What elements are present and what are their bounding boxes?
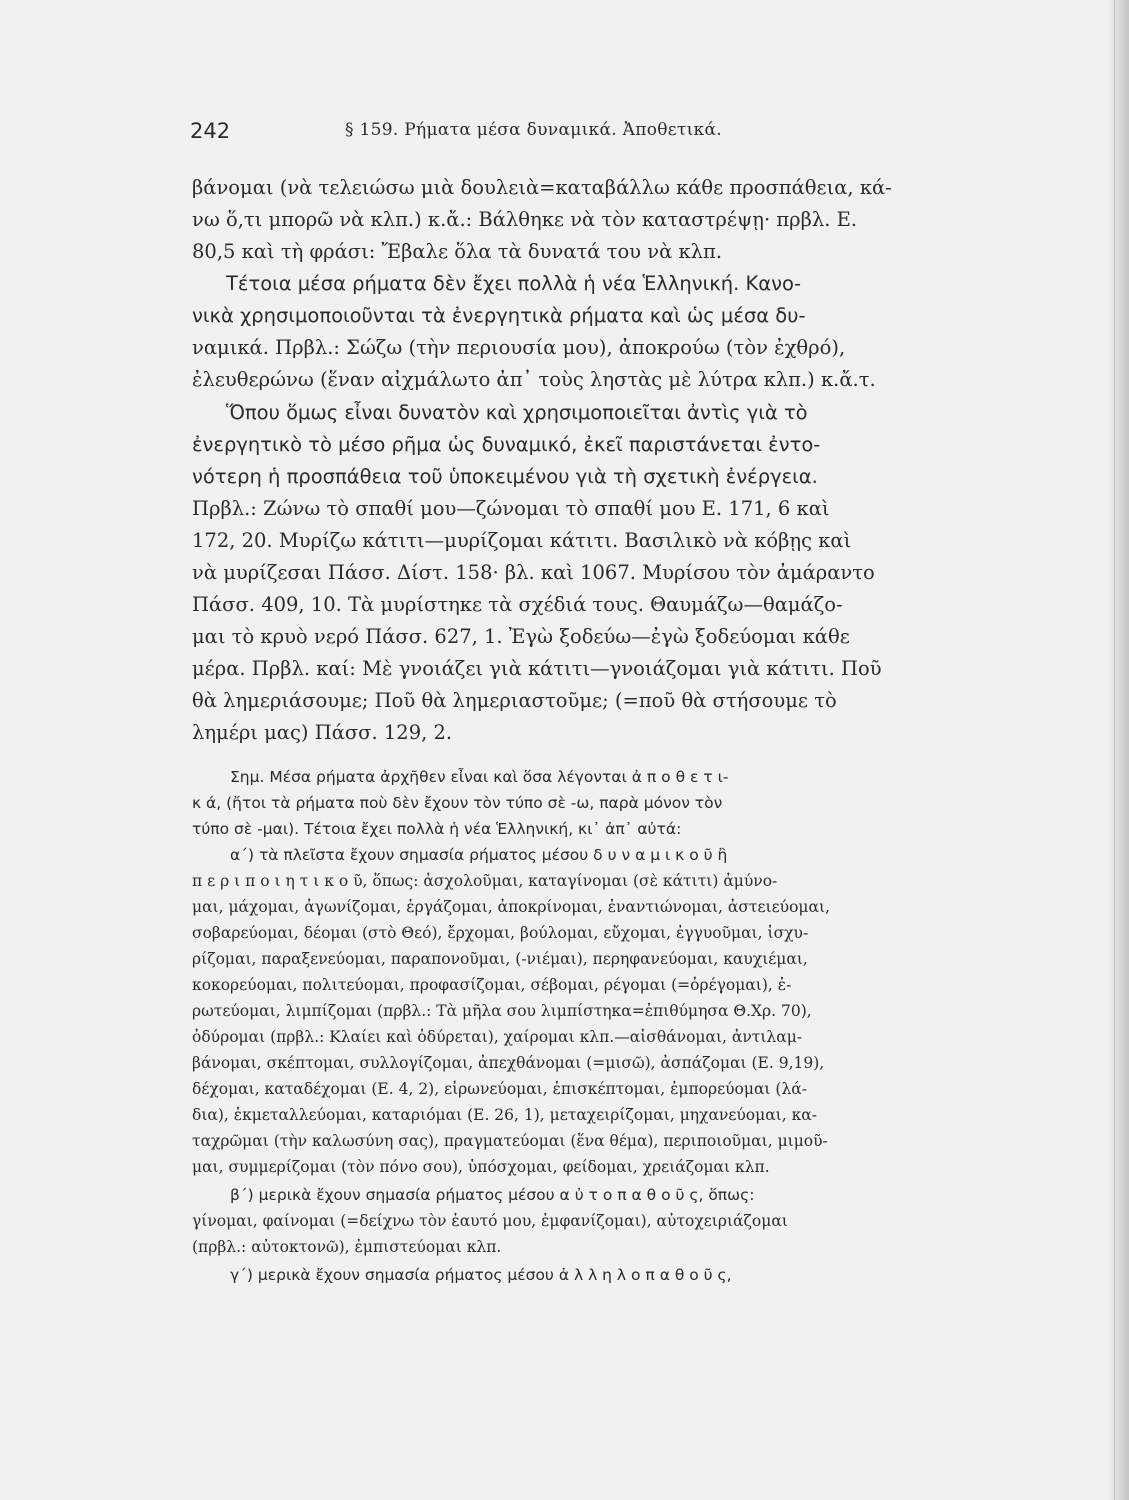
- note-line: σοβαρεύομαι, δέομαι (στὸ Θεό), ἔρχομαι, βούλομαι, εὔχομαι, ἐγγυοῦμαι, ἰσχυ-: [192, 924, 809, 942]
- body-line: θὰ λημεριάσουμε; Ποῦ θὰ λημεριαστοῦμε; (=ποῦ θὰ στήσουμε τὸ: [192, 689, 837, 712]
- body-line: λημέρι μας) Πάσσ. 129, 2.: [192, 721, 453, 744]
- note-line: β´) μερικὰ ἔχουν σημασία ρήματος μέσου α ὐ τ ο π α θ ο ῦ ς, ὅπως:: [230, 1186, 755, 1204]
- body-line: μέρα. Πρβλ. καί: Μὲ γνοιάζει γιὰ κάτιτι—γνοιάζομαι γιὰ κάτιτι. Ποῦ: [192, 657, 882, 680]
- body-line: νικὰ χρησιμοποιοῦνται τὰ ἐνεργητικὰ ρήματα καὶ ὡς μέσα δυ-: [192, 304, 806, 327]
- note-line: κοκορεύομαι, πολιτεύομαι, προφασίζομαι, σέβομαι, ρέγομαι (=ὀρέγομαι), ἐ-: [192, 976, 792, 994]
- note-line: γίνομαι, φαίνομαι (=δείχνω τὸν ἑαυτό μου, ἐμφανίζομαι), αὐτοχειριάζομαι: [192, 1212, 788, 1230]
- note-line: γ´) μερικὰ ἔχουν σημασία ρήματος μέσου ἀ λ λ η λ ο π α θ ο ῦ ς,: [230, 1266, 732, 1284]
- body-line: Ὅπου ὅμως εἶναι δυνατὸν καὶ χρησιμοποιεῖται ἀντὶς γιὰ τὸ: [226, 401, 808, 424]
- body-line: βάνομαι (νὰ τελειώσω μιὰ δουλειὰ=καταβάλλω κάθε προσπάθεια, κά-: [192, 176, 892, 199]
- note-line: μαι, μάχομαι, ἀγωνίζομαι, ἐργάζομαι, ἀποκρίνομαι, ἐναντιώνομαι, ἀστειεύομαι,: [192, 898, 830, 916]
- page-edge-line: [1114, 0, 1115, 1500]
- note-line: α´) τὰ πλεῖστα ἔχουν σημασία ρήματος μέσου δ υ ν α μ ι κ ο ῦ ἢ: [230, 846, 728, 864]
- note-line: μαι, συμμερίζομαι (τὸν πόνο σου), ὑπόσχομαι, φείδομαι, χρειάζομαι κλπ.: [192, 1158, 770, 1176]
- body-line: Πρβλ.: Ζώνω τὸ σπαθί μου—ζώνομαι τὸ σπαθί μου Ε. 171, 6 καὶ: [192, 497, 830, 520]
- body-line: μαι τὸ κρυὸ νερό Πάσσ. 627, 1. Ἐγὼ ξοδεύω—ἐγὼ ξοδεύομαι κάθε: [192, 625, 850, 648]
- note-line: ρωτεύομαι, λιμπίζομαι (πρβλ.: Τὰ μῆλα σου λιμπίστηκα=ἐπιθύμησα Θ.Χρ. 70),: [192, 1002, 812, 1020]
- page-edge-shadow: [1107, 0, 1129, 1500]
- note-line: δια), ἐκμεταλλεύομαι, καταριόμαι (Ε. 26, 1), μεταχειρίζομαι, μηχανεύομαι, κα-: [192, 1106, 817, 1124]
- body-line: 80,5 καὶ τὴ φράσι: Ἔβαλε ὅλα τὰ δυνατά του νὰ κλπ.: [192, 240, 723, 263]
- note-line: τύπο σὲ -μαι). Τέτοια ἔχει πολλὰ ἡ νέα Ἑλληνική, κι᾽ ἀπ᾽ αὐτά:: [192, 820, 682, 838]
- body-line: Τέτοια μέσα ρήματα δὲν ἔχει πολλὰ ἡ νέα Ἑλληνική. Κανο-: [226, 272, 802, 295]
- running-head: § 159. Ρήματα μέσα δυναμικά. Ἀποθετικά.: [345, 120, 722, 140]
- note-line: π ε ρ ι π ο ι η τ ι κ ο ῦ, ὅπως: ἀσχολοῦμαι, καταγίνομαι (σὲ κάτιτι) ἀμύνο-: [192, 872, 778, 890]
- body-line: Πάσσ. 409, 10. Τὰ μυρίστηκε τὰ σχέδιά τους. Θαυμάζω—θαμάζο-: [192, 593, 843, 616]
- note-line: Σημ. Μέσα ρήματα ἀρχῆθεν εἶναι καὶ ὅσα λέγονται ἀ π ο θ ε τ ι-: [230, 768, 729, 786]
- note-line: δέχομαι, καταδέχομαι (Ε. 4, 2), εἰρωνεύομαι, ἐπισκέπτομαι, ἐμπορεύομαι (λά-: [192, 1080, 807, 1098]
- body-line: νὰ μυρίζεσαι Πάσσ. Δίστ. 158· βλ. καὶ 1067. Μυρίσου τὸν ἀμάραντο: [192, 561, 875, 584]
- note-line: ὀδύρομαι (πρβλ.: Κλαίει καὶ ὀδύρεται), χαίρομαι κλπ.—αἰσθάνομαι, ἀντιλαμ-: [192, 1028, 803, 1046]
- body-line: νότερη ἡ προσπάθεια τοῦ ὑποκειμένου γιὰ τὴ σχετικὴ ἐνέργεια.: [192, 465, 818, 488]
- body-line: ἐνεργητικὸ τὸ μέσο ρῆμα ὡς δυναμικό, ἐκεῖ παριστάνεται ἐντο-: [192, 433, 821, 456]
- note-line: (πρβλ.: αὐτοκτονῶ), ἐμπιστεύομαι κλπ.: [192, 1238, 502, 1256]
- body-line: 172, 20. Μυρίζω κάτιτι—μυρίζομαι κάτιτι. Βασιλικὸ νὰ κόβῃς καὶ: [192, 529, 852, 552]
- note-line: ταχρῶμαι (τὴν καλωσύνη σας), πραγματεύομαι (ἕνα θέμα), περιποιοῦμαι, μιμοῦ-: [192, 1132, 828, 1150]
- body-line: νω ὅ,τι μπορῶ νὰ κλπ.) κ.ἄ.: Βάλθηκε νὰ τὸν καταστρέψῃ· πρβλ. Ε.: [192, 208, 858, 231]
- body-line: ναμικά. Πρβλ.: Σώζω (τὴν περιουσία μου), ἀποκρούω (τὸν ἐχθρό),: [192, 336, 846, 359]
- note-line: ρίζομαι, παραξενεύομαι, παραπονοῦμαι, (-νιέμαι), περηφανεύομαι, καυχιέμαι,: [192, 950, 808, 968]
- note-line: βάνομαι, σκέπτομαι, συλλογίζομαι, ἀπεχθάνομαι (=μισῶ), ἀσπάζομαι (Ε. 9,19),: [192, 1054, 825, 1072]
- note-line: κ ά, (ἤτοι τὰ ρήματα ποὺ δὲν ἔχουν τὸν τύπο σὲ -ω, παρὰ μόνον τὸν: [192, 794, 723, 812]
- body-line: ἐλευθερώνω (ἕναν αἰχμάλωτο ἀπ᾽ τοὺς ληστὰς μὲ λύτρα κλπ.) κ.ἄ.τ.: [192, 368, 876, 391]
- page-number: 242: [190, 119, 231, 143]
